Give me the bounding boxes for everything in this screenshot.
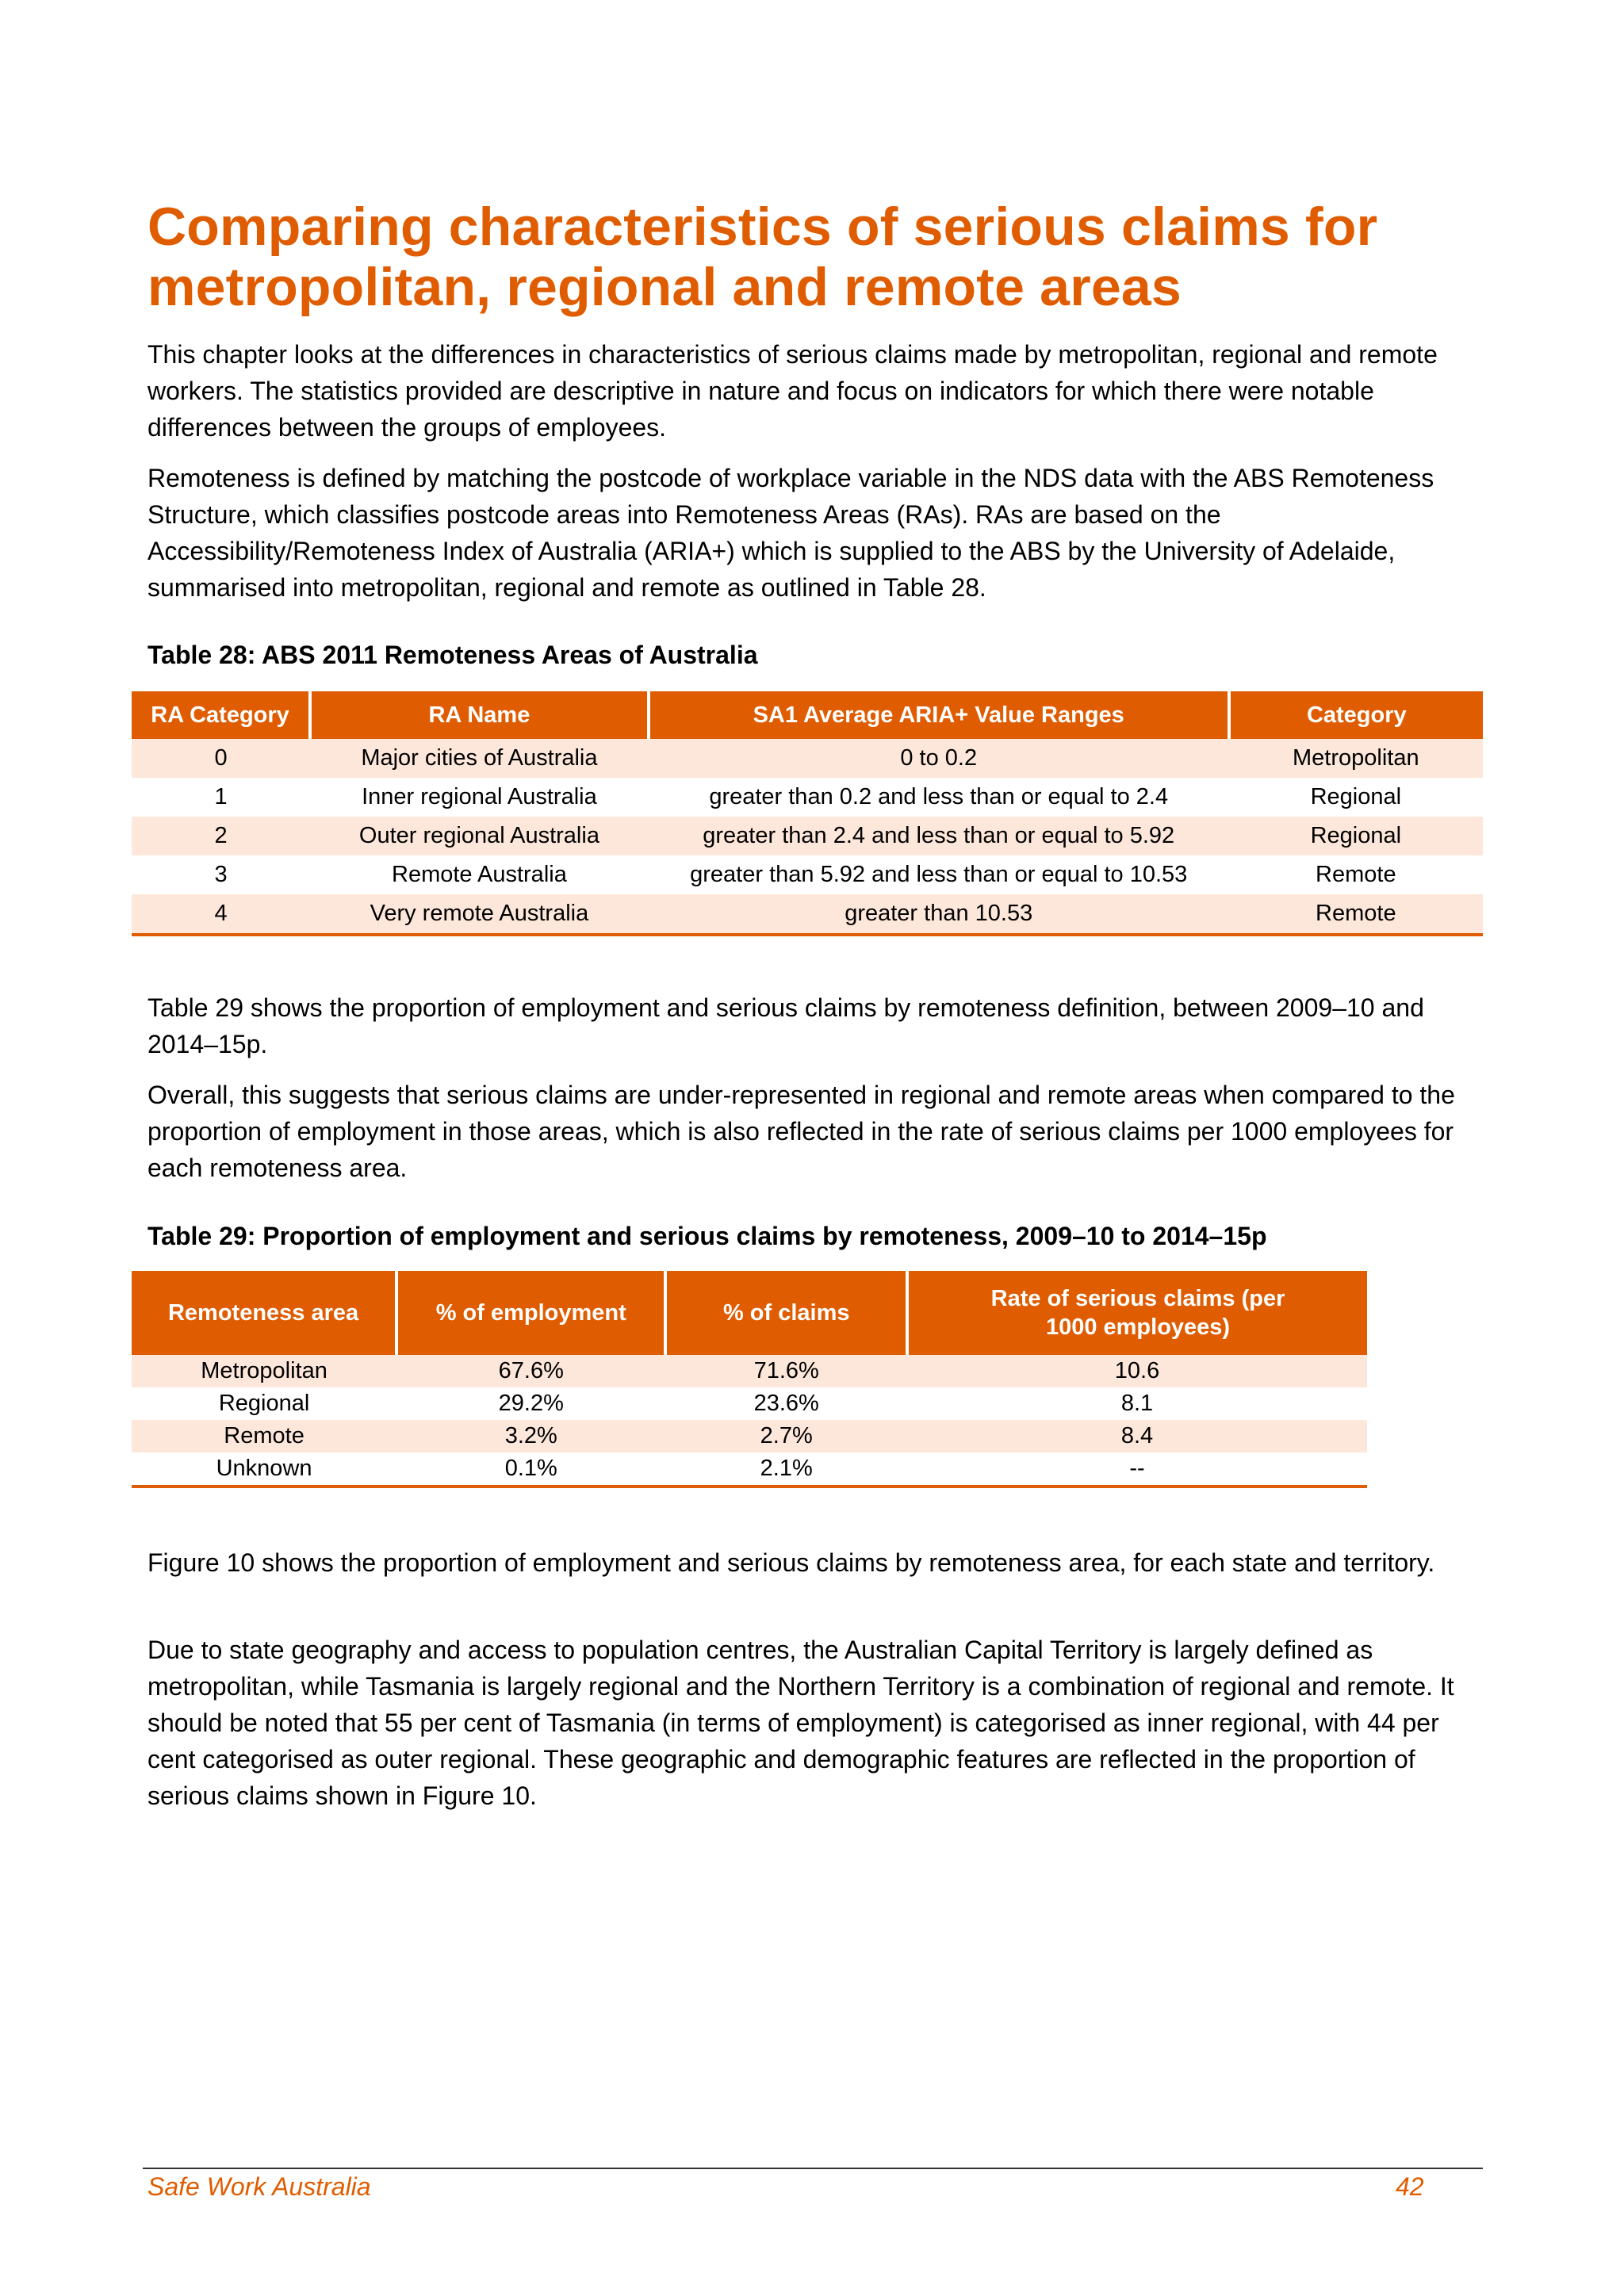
table29-caption: Table 29: Proportion of employment and serious claims by remoteness, 2009–10 to 2014–15p — [147, 1222, 1267, 1250]
table-cell: 67.6% — [396, 1355, 665, 1387]
table-cell: -- — [1129, 1456, 1145, 1481]
paragraph-figure10-intro: Figure 10 shows the proportion of employment and serious claims by remoteness area, for each state and territory. — [147, 1548, 1435, 1577]
table29 — [132, 1271, 1367, 1488]
page-title: Comparing characteristics of serious claims for metropolitan, regional and remote areas — [147, 197, 1378, 317]
table-cell: Outer regional Australia — [310, 817, 649, 855]
table-cell: 0 to 0.2 — [649, 739, 1229, 778]
table-cell: 2.7% — [665, 1420, 907, 1452]
paragraph-intro: This chapter looks at the differences in characteristics of serious claims made by metropolitan, regional and remote workers. The statistics provided are descriptive in nature and focus on indicators for which there were notable differences between the groups of employees. — [147, 340, 1438, 442]
table-cell: greater than 10.53 — [649, 894, 1229, 935]
table29-header-remoteness-area: Remoteness area — [132, 1271, 396, 1355]
table-row — [132, 1387, 1367, 1420]
table-cell: Unknown — [216, 1456, 312, 1481]
table28-header-aria-range: SA1 Average ARIA+ Value Ranges — [649, 691, 1229, 739]
table-cell: 2.1% — [760, 1456, 813, 1481]
table28-caption: Table 28: ABS 2011 Remoteness Areas of Australia — [147, 641, 758, 669]
table-row — [132, 1420, 1367, 1452]
table28-header-category: Category — [1229, 691, 1483, 739]
footer-divider — [143, 2168, 1483, 2169]
table-cell: 8.4 — [907, 1420, 1367, 1452]
paragraph-remoteness-definition: Remoteness is defined by matching the postcode of workplace variable in the NDS data with the ABS Remoteness Structure, which classifies postcode areas into Remoteness Areas (RAs). RAs are based on the Accessibility/Remoteness Index of Australia (ARIA+) which is supplied to the ABS by the University of Adelaide, summarised into metropolitan, regional and remote as outlined in Table 28. — [147, 464, 1434, 602]
table-row — [132, 817, 1483, 855]
table-cell: 8.1 — [1120, 1391, 1154, 1416]
table-cell: Remote Australia — [392, 862, 567, 887]
table-cell: 29.2% — [498, 1391, 564, 1416]
table28-header-ra-name: RA Name — [310, 691, 649, 739]
table-row — [132, 1452, 1367, 1487]
paragraph-overall: Overall, this suggests that serious claims are under-represented in regional and remote areas when compared to the proportion of employment in those areas, which is also reflected in the rate of serious claims per 1000 employees for each remoteness area. — [147, 1081, 1455, 1182]
table-row — [132, 1355, 1367, 1387]
table-cell: Metropolitan — [132, 1355, 396, 1387]
table-row — [132, 894, 1483, 935]
table-row — [132, 778, 1483, 817]
table-cell: Regional — [1229, 817, 1483, 855]
table28 — [132, 691, 1483, 936]
table28-header-ra-category: RA Category — [132, 691, 310, 739]
table-cell: Inner regional Australia — [362, 784, 597, 809]
table29-header-employment: % of employment — [396, 1271, 665, 1355]
page-number: 42 — [1396, 2172, 1424, 2201]
table-row — [132, 855, 1483, 894]
table-cell: greater than 0.2 and less than or equal to 2.4 — [709, 784, 1169, 809]
table-cell: 1 — [214, 784, 228, 809]
table-cell: greater than 2.4 and less than or equal to 5.92 — [649, 817, 1229, 855]
table-cell: 3.2% — [396, 1420, 665, 1452]
footer-org: Safe Work Australia — [147, 2172, 371, 2201]
table-cell: Metropolitan — [1229, 739, 1483, 778]
paragraph-table29-intro: Table 29 shows the proportion of employment and serious claims by remoteness definition, between 2009–10 and 2014–15p. — [147, 993, 1424, 1058]
table-cell: Remote — [132, 1420, 396, 1452]
table29-header-claims: % of claims — [665, 1271, 907, 1355]
paragraph-state-geography: Due to state geography and access to population centres, the Australian Capital Territory is largely defined as metropolitan, while Tasmania is largely regional and the Northern Territory is a combination of regional and remote. It should be noted that 55 per cent of Tasmania (in terms of employment) is categorised as inner regional, with 44 per cent categorised as outer regional. These geographic and demographic features are reflected in the proportion of serious claims shown in Figure 10. — [147, 1636, 1454, 1810]
table-cell: Regional — [218, 1391, 310, 1416]
table-cell: 23.6% — [753, 1391, 819, 1416]
table-cell: greater than 5.92 and less than or equal to 10.53 — [690, 862, 1188, 887]
table-cell: 2 — [132, 817, 310, 855]
table-cell: 71.6% — [665, 1355, 907, 1387]
table-cell: 0.1% — [504, 1456, 557, 1481]
table-cell: 10.6 — [907, 1355, 1367, 1387]
table-cell: 4 — [132, 894, 310, 935]
table-cell: Major cities of Australia — [310, 739, 649, 778]
table-cell: Remote — [1316, 862, 1396, 887]
table-cell: Remote — [1229, 894, 1483, 935]
table-cell: 0 — [132, 739, 310, 778]
table-cell: Regional — [1310, 784, 1402, 809]
table-cell: 3 — [214, 862, 228, 887]
table29-header-rate: Rate of serious claims (per 1000 employees) — [907, 1271, 1367, 1355]
table-row — [132, 739, 1483, 778]
table-cell: Very remote Australia — [310, 894, 649, 935]
